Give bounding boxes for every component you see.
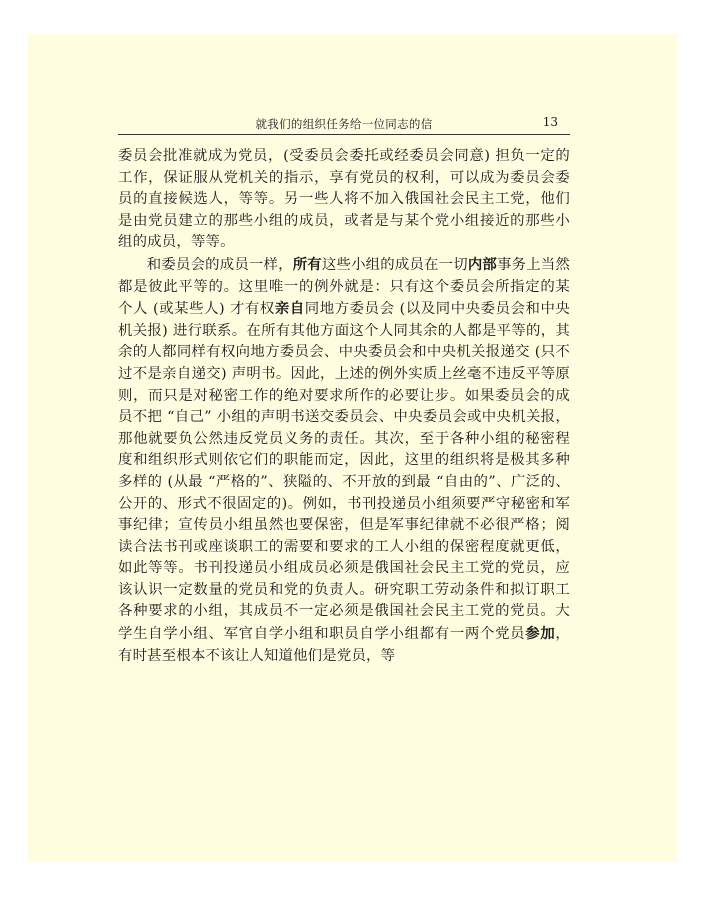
- emphasis-all: 所有: [292, 255, 322, 273]
- emphasis-personally: 亲自: [274, 300, 305, 318]
- emphasis-participate: 参加: [525, 625, 556, 643]
- paragraph: [118, 146, 570, 254]
- text-run: 同地方委员会 (以及同中央委员会和中央机关报) 进行联系。在所有其他方面这个人同其余的人都是平等的，其余的人都同样有权向地方委员会、中央委员会和中央机关报递交 (只不过不是亲自递交) 声明书。因此，上述的例外实质上丝毫不违反平等原则，而只是对秘密工作的绝对要求所作的必要让步。如果委员会的成员不把 “自己” 小组的声明书送交委员会、中央委员会或中央机关报，那他就要负公然违反党员义务的责任。其次，至于各种小组的秘密程度和组织形式则依它们的职能而定，因此，这里的组织将是极其多种多样的 (从最 “严格的”、狭隘的、不开放的到最 “自由的”、广泛的、公开的、形式不很固定的)。例如，书刊投递员小组须要严守秘密和军事纪律；宣传员小组虽然也要保密，但是军事纪律就不必很严格；阅读合法书刊或座谈职工的需要和要求的工人小组的保密程度就更低，如此等等。书刊投递员小组成员必须是俄国社会民主工党的党员，应该认识一定数量的党员和党的负责人。研究职工劳动条件和拟订职工各种要求的小组，其成员不一定必须是俄国社会民主工党的党员。大学生自学小组、军官自学小组和职员自学小组都有一两个党员: [118, 301, 570, 643]
- body-text: [118, 146, 570, 667]
- text-run: 和委员会的成员一样，: [146, 256, 293, 273]
- emphasis-internal: 内部: [467, 255, 498, 273]
- text-run: 这些小组的成员在一切: [321, 256, 468, 273]
- running-header: [118, 114, 570, 135]
- page-number: 13: [542, 115, 558, 129]
- text-run: 委员会批准就成为党员，(受委员会委托或经委员会同意) 担负一定的工作，保证服从党机关的指示，享有党员的权利，可以成为委员会委员的直接候选人，等等。另一些人将不加入俄国社会民主工党，他们是由党员建立的那些小组的成员，或者是与某个党小组接近的那些小组的成员，等等。: [118, 148, 570, 251]
- header-title: 就我们的组织任务给一位同志的信: [255, 117, 433, 131]
- paragraph: [118, 254, 570, 667]
- text-run: ，有时甚至根本不该让人知道他们是党员，等: [118, 626, 570, 664]
- text-run: 事务上当然都是彼此平等的。这里唯一的例外就是：只有这个委员会所指定的某个人 (或某些人) 才有权: [118, 256, 570, 318]
